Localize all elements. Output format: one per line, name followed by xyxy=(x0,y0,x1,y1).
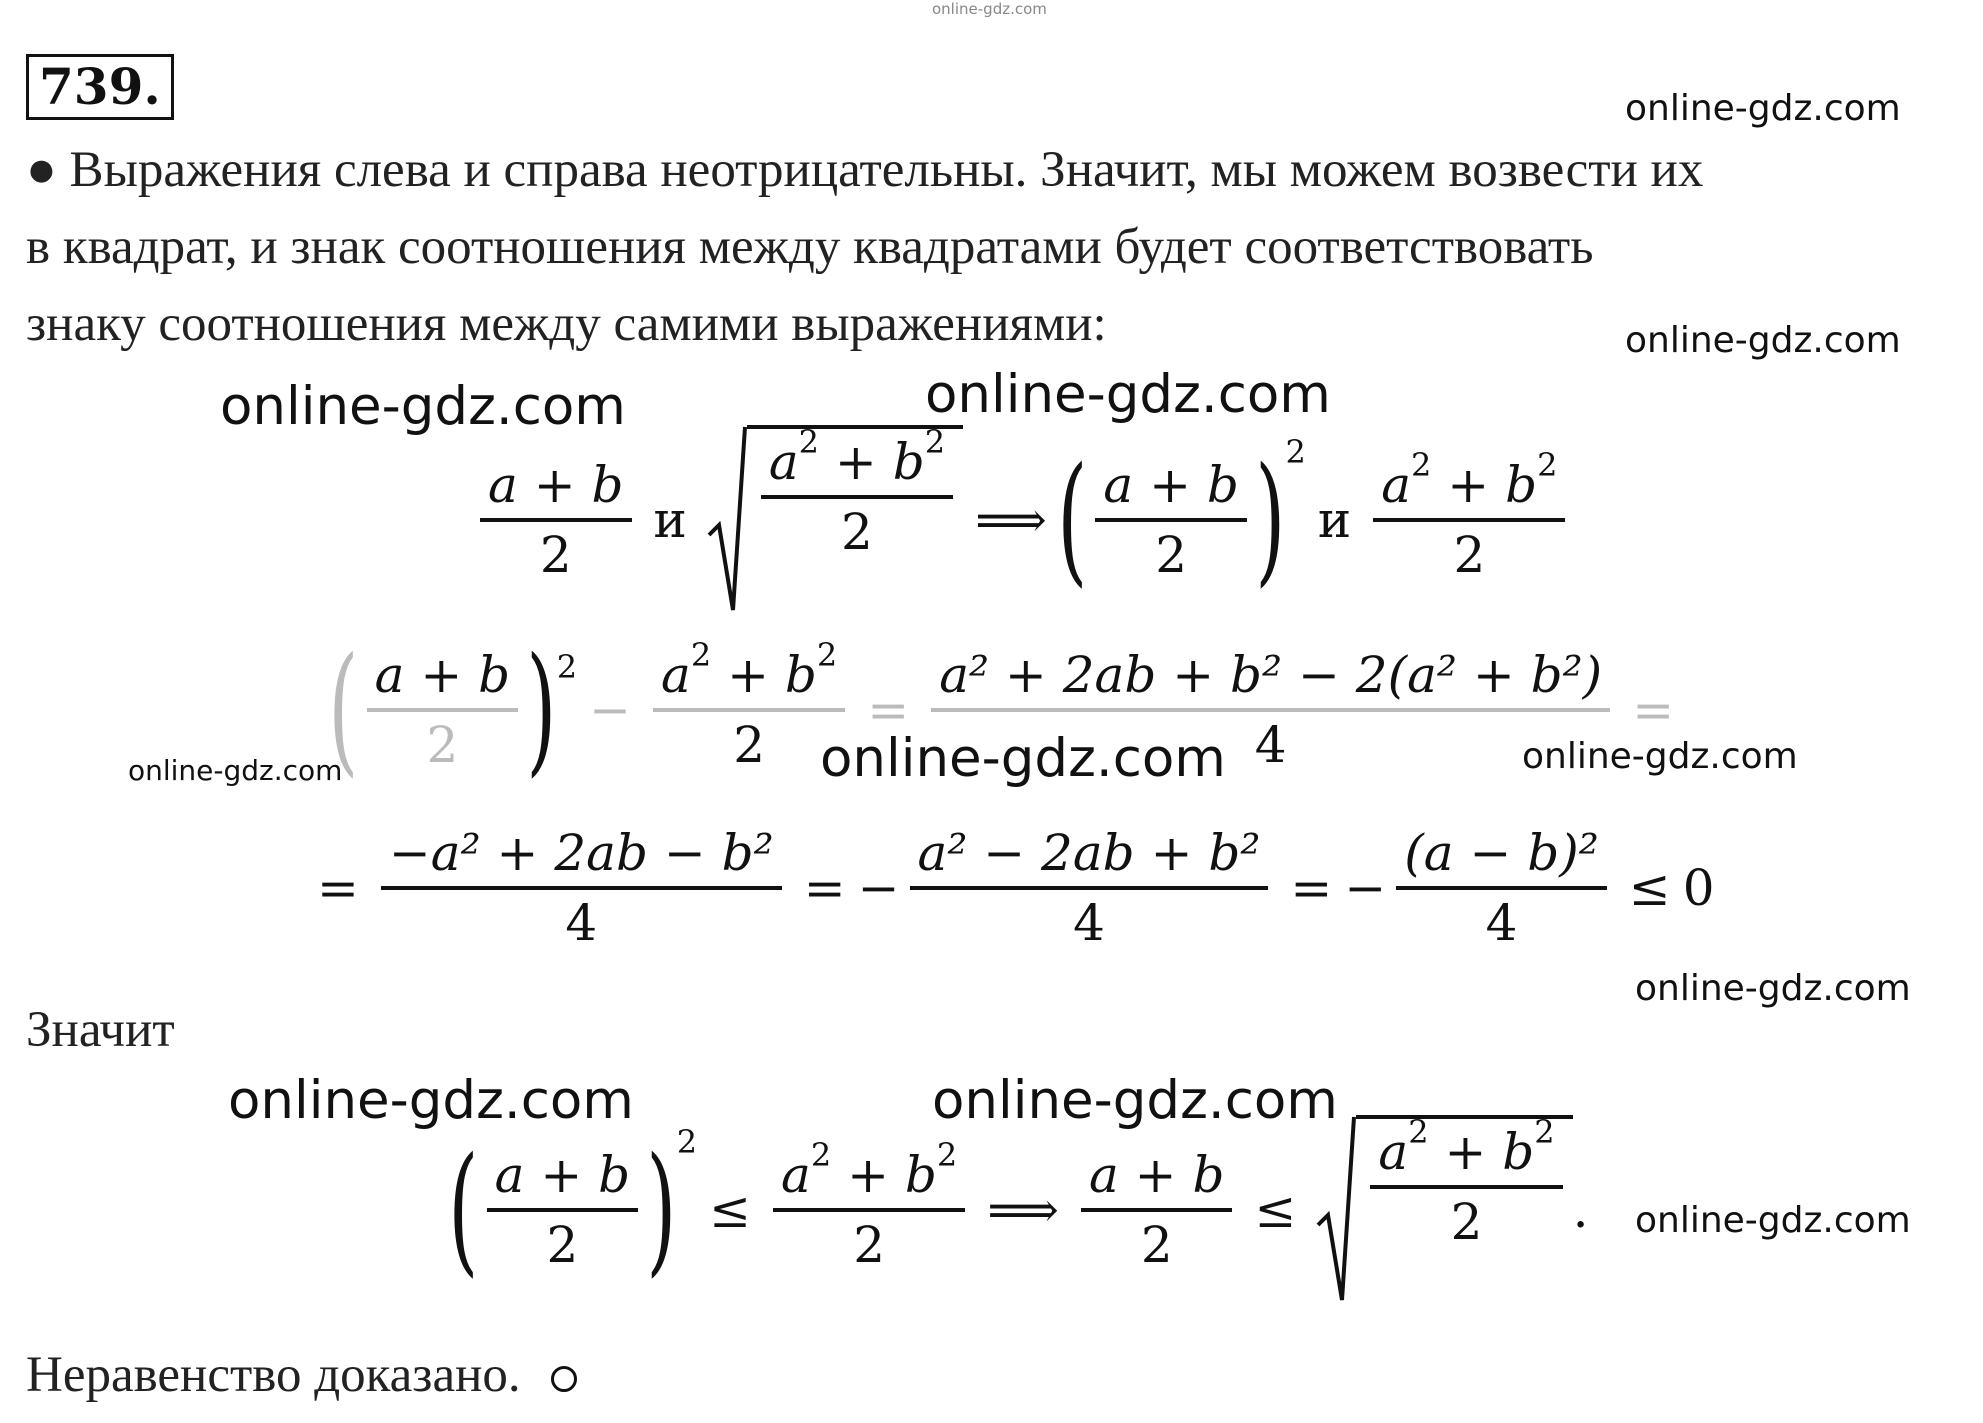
watermark: online-gdz.com xyxy=(925,364,1331,425)
fraction: $\frac{a^2 + b^2}{2}$ xyxy=(773,1142,965,1278)
conclusion-text: Неравенство доказано. xyxy=(26,1347,521,1403)
watermark: online-gdz.com xyxy=(932,1070,1338,1131)
radical-sign-icon xyxy=(707,425,747,615)
watermark-top: online-gdz.com xyxy=(932,0,1047,18)
watermark: online-gdz.com xyxy=(1625,320,1901,361)
watermark: online-gdz.com xyxy=(820,728,1226,789)
fraction: $\frac{\text{(a − b)²}}{4}$ xyxy=(1396,820,1607,956)
formula-simplification: = $\frac{\text{−a² + 2ab − b²}}{4}$ = − $\frac{\text{a² − 2ab + b²}}{4}$ = − $\frac{\text{(a − b)²}}{4}$ ≤ 0 xyxy=(305,820,1715,956)
problem-number: 739. xyxy=(26,54,174,120)
watermark: online-gdz.com xyxy=(1635,1200,1911,1241)
intro-line-2: в квадрат, и знак соотношения между квадратами будет соответствовать xyxy=(26,219,1594,275)
watermark: online-gdz.com xyxy=(1625,88,1901,129)
watermark: online-gdz.com xyxy=(220,376,626,437)
formula-final: ( $\frac{a + b}{2}$ ) 2 ≤ $\frac{a^2 + b^2}{2}$ ⟹ $\frac{a + b}{2}$ ≤ $\frac{a^2 + b^2}{2}$ . xyxy=(450,1115,1589,1305)
watermark: online-gdz.com xyxy=(228,1070,634,1131)
conjunction: и xyxy=(653,491,687,549)
fraction: $\frac{a + b}{2}$ xyxy=(1081,1142,1233,1278)
implies-sign: ⟹ xyxy=(975,491,1047,549)
then-word: Значит xyxy=(26,1002,175,1058)
fraction: $\frac{a^2 + b^2}{2}$ xyxy=(1370,1119,1562,1255)
fraction: $\frac{\text{a² − 2ab + b²}}{4}$ xyxy=(910,820,1269,956)
fraction xyxy=(480,452,632,588)
radical-sign-icon xyxy=(1316,1115,1356,1305)
fraction: $\frac{a^2 + b^2}{2}$ xyxy=(761,429,953,565)
fraction: $\frac{a^2 + b^2}{2}$ xyxy=(1373,452,1565,588)
end-of-proof-icon xyxy=(551,1366,577,1392)
sqrt-expression xyxy=(1316,1115,1572,1305)
fraction: $\frac{\text{a² + 2ab + b² − 2(a² + b²)}}{4}$ xyxy=(931,642,1610,778)
watermark: online-gdz.com xyxy=(1522,736,1798,777)
watermark: online-gdz.com xyxy=(128,754,343,787)
intro-line-1: ● Выражения слева и справа неотрицательны. Значит, мы можем возвести их xyxy=(26,142,1704,198)
denominator: 2 xyxy=(539,526,572,584)
formula-difference: ( $\frac{a + b}{2}$ ) 2 − $\frac{a^2 + b^2}{2}$ = $\frac{\text{a² + 2ab + b² − 2(a² + b²)}}{4}$ = xyxy=(328,628,1675,791)
fraction: $\frac{\text{−a² + 2ab − b²}}{4}$ xyxy=(381,820,782,956)
conclusion xyxy=(26,1345,577,1405)
fraction: $\frac{a^2 + b^2}{2}$ xyxy=(653,642,845,778)
conjunction: и xyxy=(1317,491,1352,549)
expanded-numerator: a² + 2ab + b² − 2(a² + b²) xyxy=(939,646,1603,704)
fraction: $\frac{a + b}{2}$ xyxy=(367,642,519,778)
fraction: $\frac{a + b}{2}$ xyxy=(1095,452,1247,588)
formula-comparison: $\frac{a + b}{2}$ и $\frac{a^2 + b^2}{2}$ ⟹ ( $\frac{a + b}{2}$ ) 2 и $\frac{a^2 + b^2}{2}$ xyxy=(470,425,1575,615)
intro-line-3: знаку соотношения между самими выражениями: xyxy=(26,296,1107,352)
watermark: online-gdz.com xyxy=(1635,968,1911,1009)
sqrt-expression xyxy=(707,425,963,615)
fraction: $\frac{a + b}{2}$ xyxy=(487,1142,639,1278)
numerator: a + b xyxy=(488,456,624,514)
